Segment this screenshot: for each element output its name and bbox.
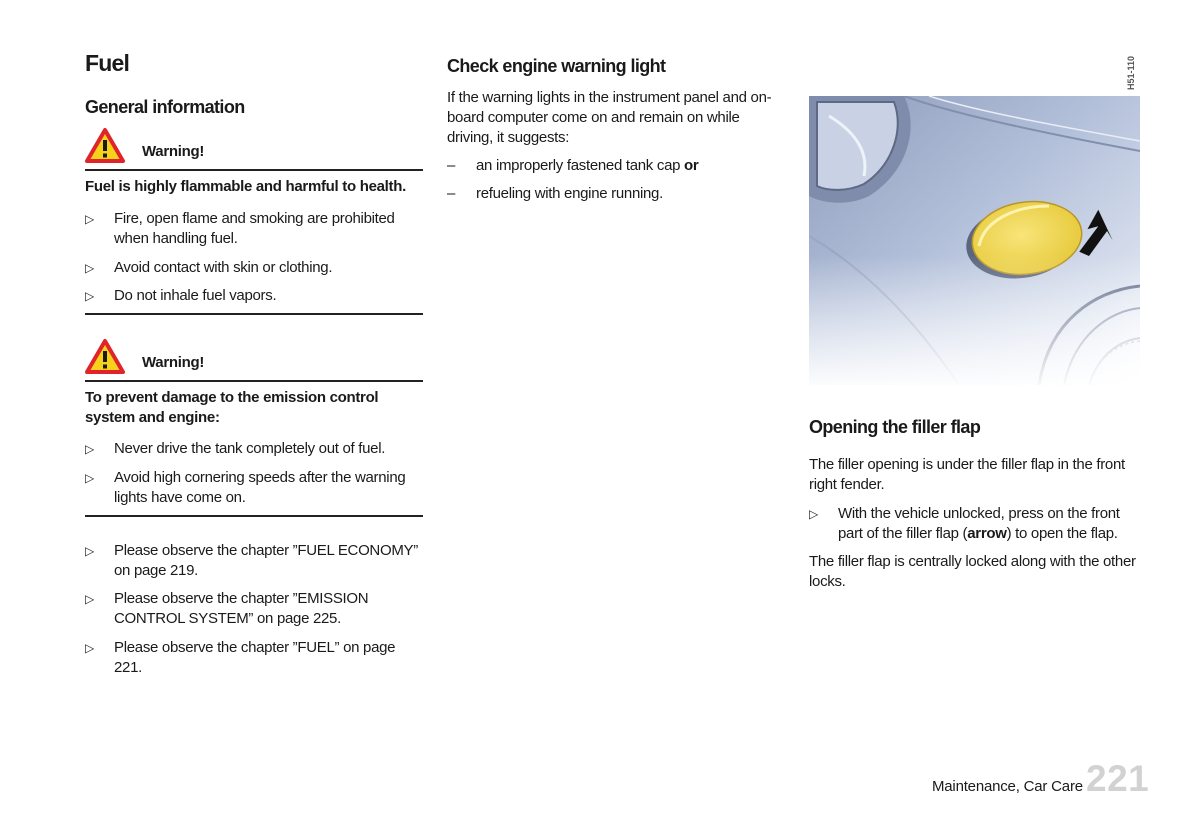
bullet-triangle-icon: ▷ bbox=[85, 212, 94, 226]
warning-triangle-icon bbox=[85, 128, 125, 164]
warning-triangle-icon bbox=[85, 339, 125, 375]
filler-location-text: The filler opening is under the filler flap in the front right fender. bbox=[809, 456, 1125, 493]
list-item: ▷ Never drive the tank completely out of fuel. bbox=[85, 440, 386, 457]
general-information-section bbox=[85, 97, 423, 678]
check-engine-section bbox=[447, 56, 777, 204]
opening-filler-flap-section bbox=[809, 417, 1141, 592]
list-item: ▷ Do not inhale fuel vapors. bbox=[85, 287, 277, 304]
dash-marker: – bbox=[447, 157, 456, 174]
footer-section-name: Maintenance, Car Care bbox=[932, 778, 1083, 795]
list-item: ▷ Avoid high cornering speeds after the warning lights have come on. bbox=[85, 468, 406, 506]
central-locking-text: The filler flap is centrally locked along with the other locks. bbox=[809, 553, 1136, 590]
list-item: ▷ Please observe the chapter ”FUEL” on page 221. bbox=[85, 638, 396, 676]
filler-steps-list bbox=[809, 504, 1141, 544]
list-item: ▷ Please observe the chapter ”EMISSION CONTROL SYSTEM” on page 225. bbox=[85, 590, 369, 627]
warning-header-1 bbox=[85, 124, 423, 164]
list-item: ▷ Please observe the chapter ”FUEL ECONOMY” on page 219. bbox=[85, 541, 418, 579]
section-heading-opening-filler-flap: Opening the filler flap bbox=[809, 417, 981, 437]
warning-headline: Fuel is highly flammable and harmful to health. bbox=[85, 178, 406, 195]
bullet-triangle-icon: ▷ bbox=[85, 640, 94, 655]
bullet-triangle-icon: ▷ bbox=[85, 592, 94, 606]
bullet-triangle-icon: ▷ bbox=[809, 507, 818, 521]
list-item: – an improperly fastened tank cap or bbox=[447, 157, 699, 174]
list-item: ▷ With the vehicle unlocked, press on the front part of the filler flap (arrow) to open the flap. bbox=[809, 505, 1120, 542]
divider bbox=[85, 515, 423, 517]
divider bbox=[85, 313, 423, 315]
warning-list-1 bbox=[85, 209, 423, 306]
dash-marker: – bbox=[447, 185, 456, 202]
list-item: ▷ Avoid contact with skin or clothing. bbox=[85, 258, 333, 276]
reference-list bbox=[85, 541, 423, 678]
page-number: 221 bbox=[1086, 758, 1150, 799]
page-title: Fuel bbox=[85, 50, 130, 76]
bullet-triangle-icon: ▷ bbox=[85, 289, 94, 303]
bullet-triangle-icon: ▷ bbox=[85, 260, 94, 275]
bullet-triangle-icon: ▷ bbox=[85, 543, 94, 558]
list-item: ▷ Fire, open flame and smoking are prohibited when handling fuel. bbox=[85, 210, 395, 247]
warning-label: Warning! bbox=[142, 354, 205, 371]
section-heading-check-engine: Check engine warning light bbox=[447, 56, 666, 76]
warning-box-2 bbox=[85, 335, 423, 517]
divider bbox=[85, 169, 423, 171]
warning-list-2 bbox=[85, 439, 423, 508]
check-engine-list bbox=[447, 156, 777, 204]
bullet-triangle-icon: ▷ bbox=[85, 470, 94, 485]
bullet-triangle-icon: ▷ bbox=[85, 442, 94, 456]
section-heading-general-information: General information bbox=[85, 97, 245, 117]
check-engine-intro: If the warning lights in the instrument panel and on-board computer come on and remain on while driving, it suggests: bbox=[447, 89, 772, 146]
figure-code: H51-110 bbox=[1126, 55, 1136, 91]
warning-box-1 bbox=[85, 124, 423, 315]
warning-label: Warning! bbox=[142, 143, 205, 160]
divider bbox=[85, 380, 423, 382]
filler-flap-illustration bbox=[809, 96, 1140, 385]
warning-header-2 bbox=[85, 335, 423, 375]
list-item: – refueling with engine running. bbox=[447, 185, 663, 202]
warning-headline: To prevent damage to the emission control system and engine: bbox=[85, 389, 379, 426]
